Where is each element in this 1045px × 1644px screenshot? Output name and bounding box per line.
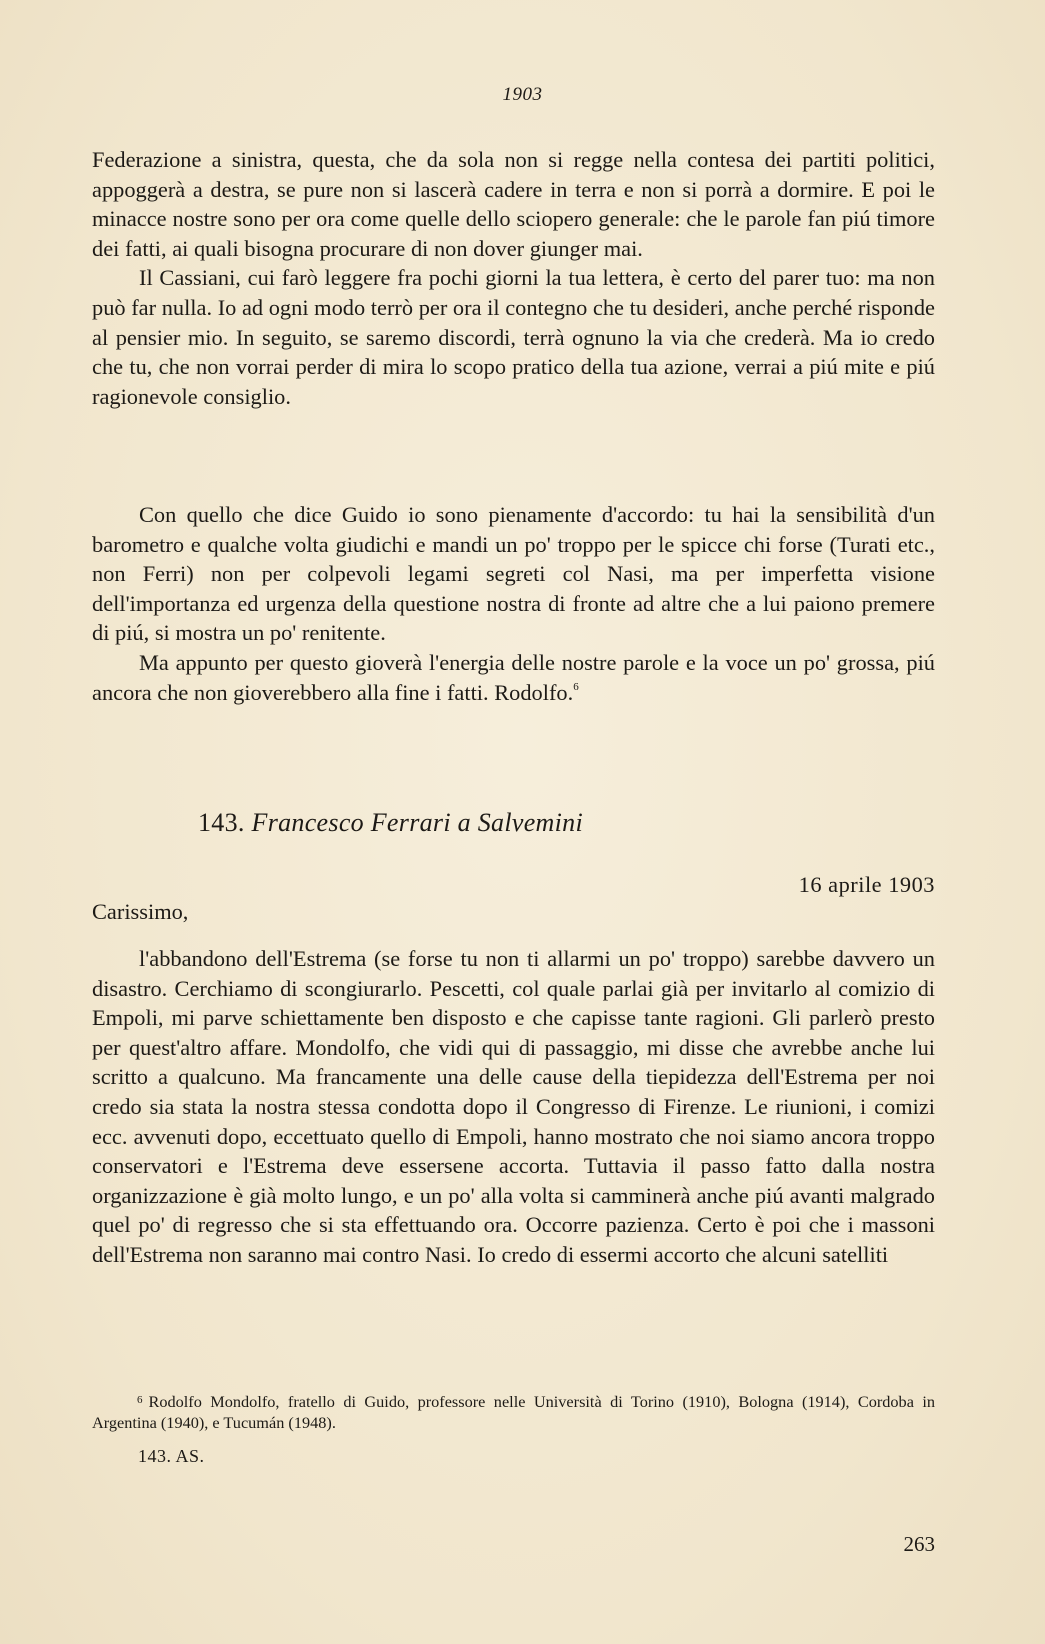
letter-body-paragraph: l'abbandono dell'Estrema (se forse tu non ti allarmi un po' troppo) sarebbe davvero un disastro. Cerchiamo di scongiurarlo. Pescetti, col quale parlai già per invitarlo al comizio di Empoli, mi parve schiettamente ben disposto e che capisse tante ragioni. Gli parlerò presto per quest'altro affare. Mondolfo, che vidi qui di passaggio, mi disse che avrebbe anche lui scritto a qualcuno. Ma francamente una delle cause della tiepidezza dell'Estrema per noi credo sia stata la nostra stessa condotta dopo il Congresso di Firenze. Le riunioni, i comizi ecc. avvenuti dopo, eccettuato quello di Empoli, hanno mostrato che noi siamo ancora troppo conservatori e l'Estrema deve essersene accorta. Tuttavia il passo fatto dalla nostra organizzazione è già molto lungo, e un po' alla volta si camminerà anche piú avanti malgrado quel po' di regresso che si sta effettuando ora. Occorre pazienza. Certo è poi che i massoni dell'Estrema non saranno mai contro Nasi. Io credo di essermi accorto che alcuni satelliti [92,946,935,1267]
footnote-text: Rodolfo Mondolfo, fratello di Guido, professore nelle Università di Torino (1910), Bologna (1914), Cordoba in Argentina (1940), e Tucumán (1948). [92,1392,935,1432]
postscript-text [92,500,935,707]
paragraph-signature [92,648,935,707]
page-number: 263 [903,1532,935,1556]
letter-body [92,944,935,1270]
letter-salutation: Carissimo, [92,899,189,924]
letter-number: 143. [198,808,245,837]
paragraph-signature-text: Ma appunto per questo gioverà l'energia delle nostre parole e la voce un po' grossa, piú ancora che non gioverebbero alla fine i fatti. Rodolfo. [92,649,935,705]
footnote [92,1390,935,1433]
source-note: 143. AS. [138,1446,205,1466]
letter-heading [198,808,583,838]
paragraph-continuation: Federazione a sinistra, questa, che da sola non si regge nella contesa dei partiti politici, appoggerà a destra, se pure non si lascerà cadere in terra e non si porrà a dormire. E poi le minacce nostre sono per ora come quelle dello sciopero generale: che le parole fan piú timore dei fatti, ai quali bisogna procurare di non dover giunger mai. [92,147,935,261]
footnote-reference: 6 [573,680,579,693]
continued-letter-text [92,145,935,411]
letter-title: Francesco Ferrari a Salvemini [251,808,583,837]
paragraph-guido: Con quello che dice Guido io sono pienamente d'accordo: tu hai la sensibilità d'un barometro e qualche volta giudichi e mandi un po' troppo per le spicce chi forse (Turati etc., non Ferri) non per colpevoli legami segreti col Nasi, ma per imperfetta visione dell'importanza ed urgenza della questione nostra di fronte ad altre che a lui paiono premere di piú, si mostra un po' renitente. [92,502,935,646]
letter-date: 16 aprile 1903 [798,872,935,897]
paragraph-cassiani: Il Cassiani, cui farò leggere fra pochi giorni la tua lettera, è certo del parer tuo: ma non può far nulla. Io ad ogni modo terrò per ora il contegno che tu desideri, anche perché risponde al pensier mio. In seguito, se saremo discordi, terrà ognuno la via che crederà. Ma io credo che tu, che non vorrai perder di mira lo scopo pratico della tua azione, verrai a piú mite e piú ragionevole consiglio. [92,265,935,409]
running-head-year: 1903 [502,84,543,105]
footnote-mark: 6 [137,1394,143,1406]
